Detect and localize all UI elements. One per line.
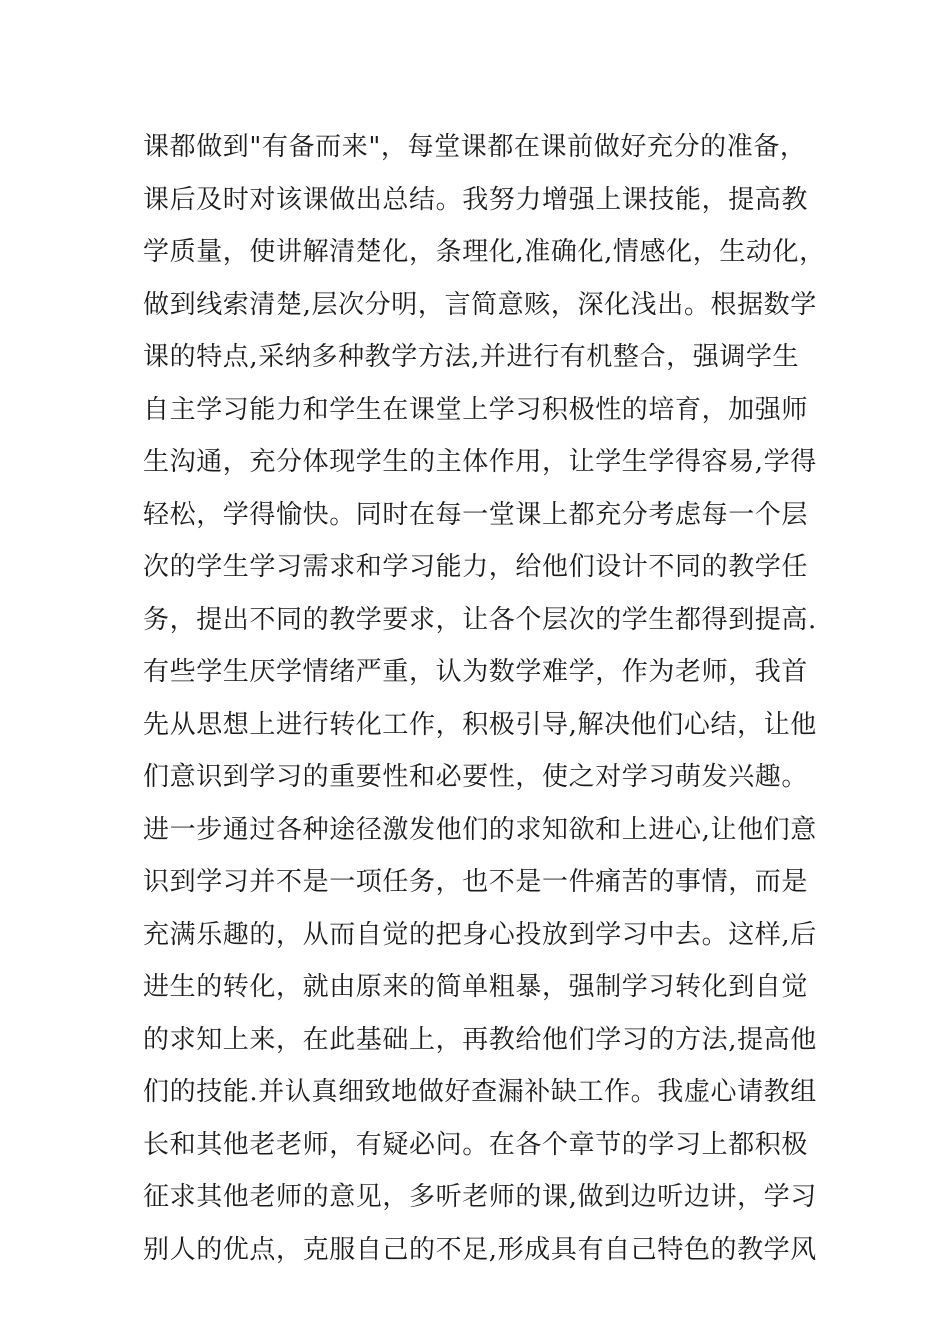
text-line: 进生的转化，就由原来的简单粗暴，强制学习转化到自觉 — [143, 972, 809, 1002]
text-line: 征求其他老师的意见，多听老师的课,做到边听边讲，学习 — [143, 1182, 817, 1212]
text-line: 有些学生厌学情绪严重，认为数学难学，作为老师，我首 — [143, 657, 809, 687]
text-line: 轻松，学得愉快。同时在每一堂课上都充分考虑每一个层 — [143, 499, 809, 530]
text-line: 做到线索清楚,层次分明，言简意赅，深化浅出。根据数学 — [143, 289, 817, 320]
text-line: 们意识到学习的重要性和必要性，使之对学习萌发兴趣。 — [143, 762, 809, 792]
text-line: 课都做到"有备而来"，每堂课都在课前做好充分的准备， — [143, 132, 807, 162]
text-line: 务，提出不同的教学要求，让各个层次的学生都得到提高. — [143, 604, 817, 635]
text-line: 充满乐趣的，从而自觉的把身心投放到学习中去。这样,后 — [143, 919, 817, 950]
text-line: 别人的优点，克服自己的不足,形成具有自己特色的教学风 — [143, 1234, 817, 1265]
text-line: 长和其他老老师，有疑必问。在各个章节的学习上都积极 — [143, 1129, 809, 1160]
text-line: 课的特点,采纳多种教学方法,并进行有机整合，强调学生 — [143, 342, 800, 372]
body-text — [143, 127, 843, 1282]
text-line: 进一步通过各种途径激发他们的求知欲和上进心,让他们意 — [143, 814, 817, 845]
text-line: 课后及时对该课做出总结。我努力增强上课技能，提高教 — [143, 184, 809, 215]
text-line: 次的学生学习需求和学习能力，给他们设计不同的教学任 — [143, 552, 809, 582]
text-line: 们的技能.并认真细致地做好查漏补缺工作。我虚心请教组 — [143, 1077, 817, 1107]
text-line: 学质量，使讲解清楚化，条理化,准确化,情感化，生动化， — [143, 237, 826, 267]
text-line: 识到学习并不是一项任务，也不是一件痛苦的事情，而是 — [143, 867, 809, 897]
text-line: 先从思想上进行转化工作，积极引导,解决他们心结，让他 — [143, 709, 817, 740]
text-line: 的求知上来，在此基础上，再教给他们学习的方法,提高他 — [143, 1024, 817, 1055]
text-line: 自主学习能力和学生在课堂上学习积极性的培育，加强师 — [143, 394, 809, 425]
text-line: 生沟通，充分体现学生的主体作用，让学生学得容易,学得 — [143, 447, 817, 477]
